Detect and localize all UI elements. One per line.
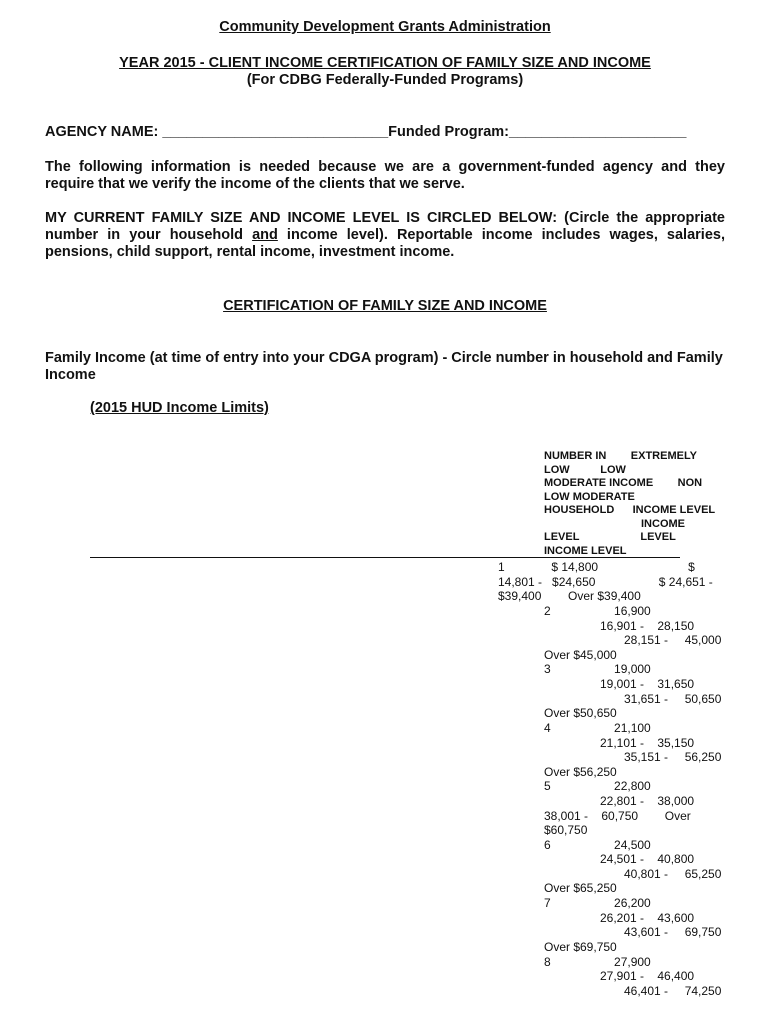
- table-row: 27,901 - 46,400: [600, 969, 695, 983]
- org-title: Community Development Grants Administration: [219, 19, 551, 35]
- hud-limits-title: (2015 HUD Income Limits): [90, 400, 269, 416]
- intro-paragraph: The following information is needed because we are a government-funded agency and they require that we verify the income of the clients that we serve.: [45, 159, 725, 192]
- table-row: Over $56,250: [544, 765, 617, 779]
- circle-instructions-and: and: [252, 227, 278, 243]
- table-row: 28,151 - 45,000: [624, 633, 722, 647]
- table-header-line: NUMBER IN EXTREMELY: [544, 450, 698, 462]
- table-row: 8 27,900: [544, 955, 651, 969]
- table-row: 22,801 - 38,000: [600, 794, 695, 808]
- table-divider: [90, 557, 680, 558]
- family-income-instruction: Family Income (at time of entry into your CDGA program) - Circle number in household and Family Income: [45, 350, 723, 383]
- table-row: 2 16,900: [544, 604, 651, 618]
- table-row: 3 19,000: [544, 662, 651, 676]
- form-subtitle: (For CDBG Federally-Funded Programs): [246, 72, 524, 88]
- table-row: 24,501 - 40,800: [600, 852, 695, 866]
- table-header-line: HOUSEHOLD INCOME LEVEL: [544, 504, 716, 516]
- form-title: YEAR 2015 - CLIENT INCOME CERTIFICATION OF FAMILY SIZE AND INCOME: [119, 55, 651, 71]
- table-row: Over $69,750: [544, 940, 617, 954]
- table-row: $60,750: [544, 823, 588, 837]
- table-row: 19,001 - 31,650: [600, 677, 695, 691]
- table-header-line: LEVEL LEVEL: [544, 531, 676, 543]
- circle-instructions-part1: MY CURRENT FAMILY SIZE AND INCOME LEVEL IS CIRCLED BELOW: (Circle the appropriate number in your household: [45, 210, 725, 243]
- table-header-line: LOW MODERATE: [544, 490, 635, 503]
- section-title: CERTIFICATION OF FAMILY SIZE AND INCOME: [223, 298, 547, 314]
- table-row: 43,601 - 69,750: [624, 925, 722, 939]
- table-row: 5 22,800: [544, 779, 651, 793]
- agency-label: AGENCY NAME:: [45, 124, 159, 140]
- funded-program-field[interactable]: ______________________: [509, 124, 687, 140]
- income-table-header: [544, 450, 715, 558]
- agency-line: [45, 124, 686, 140]
- table-row: 21,101 - 35,150: [600, 736, 695, 750]
- program-label: Funded Program:: [388, 124, 510, 140]
- table-row: Over $50,650: [544, 706, 617, 720]
- table-row: $39,400 Over $39,400: [498, 589, 641, 603]
- circle-instructions: [45, 210, 725, 261]
- table-row: Over $45,000: [544, 648, 617, 662]
- table-row: Over $65,250: [544, 881, 617, 895]
- table-row: 1 $ 14,800 $: [498, 560, 695, 574]
- table-row: 7 26,200: [544, 896, 651, 910]
- table-row: 4 21,100: [544, 721, 651, 735]
- table-header-line: INCOME LEVEL: [544, 544, 627, 557]
- table-row: 38,001 - 60,750 Over: [544, 809, 691, 823]
- table-row: 40,801 - 65,250: [624, 867, 722, 881]
- table-row: 16,901 - 28,150: [600, 619, 695, 633]
- table-row: 26,201 - 43,600: [600, 911, 695, 925]
- table-row: 6 24,500: [544, 838, 651, 852]
- table-row: 31,651 - 50,650: [624, 692, 722, 706]
- table-row: 35,151 - 56,250: [624, 750, 722, 764]
- circle-instructions-part2: income level). Reportable income includes wages, salaries, pensions, child support, rental income, investment income.: [45, 227, 725, 260]
- table-header-line: INCOME: [641, 517, 685, 530]
- table-row: 46,401 - 74,250: [624, 984, 722, 998]
- table-header-line: MODERATE INCOME NON: [544, 477, 703, 489]
- table-header-line: LOW LOW: [544, 463, 626, 476]
- agency-name-field[interactable]: ____________________________: [162, 124, 389, 140]
- table-row: 14,801 - $24,650 $ 24,651 -: [498, 575, 713, 589]
